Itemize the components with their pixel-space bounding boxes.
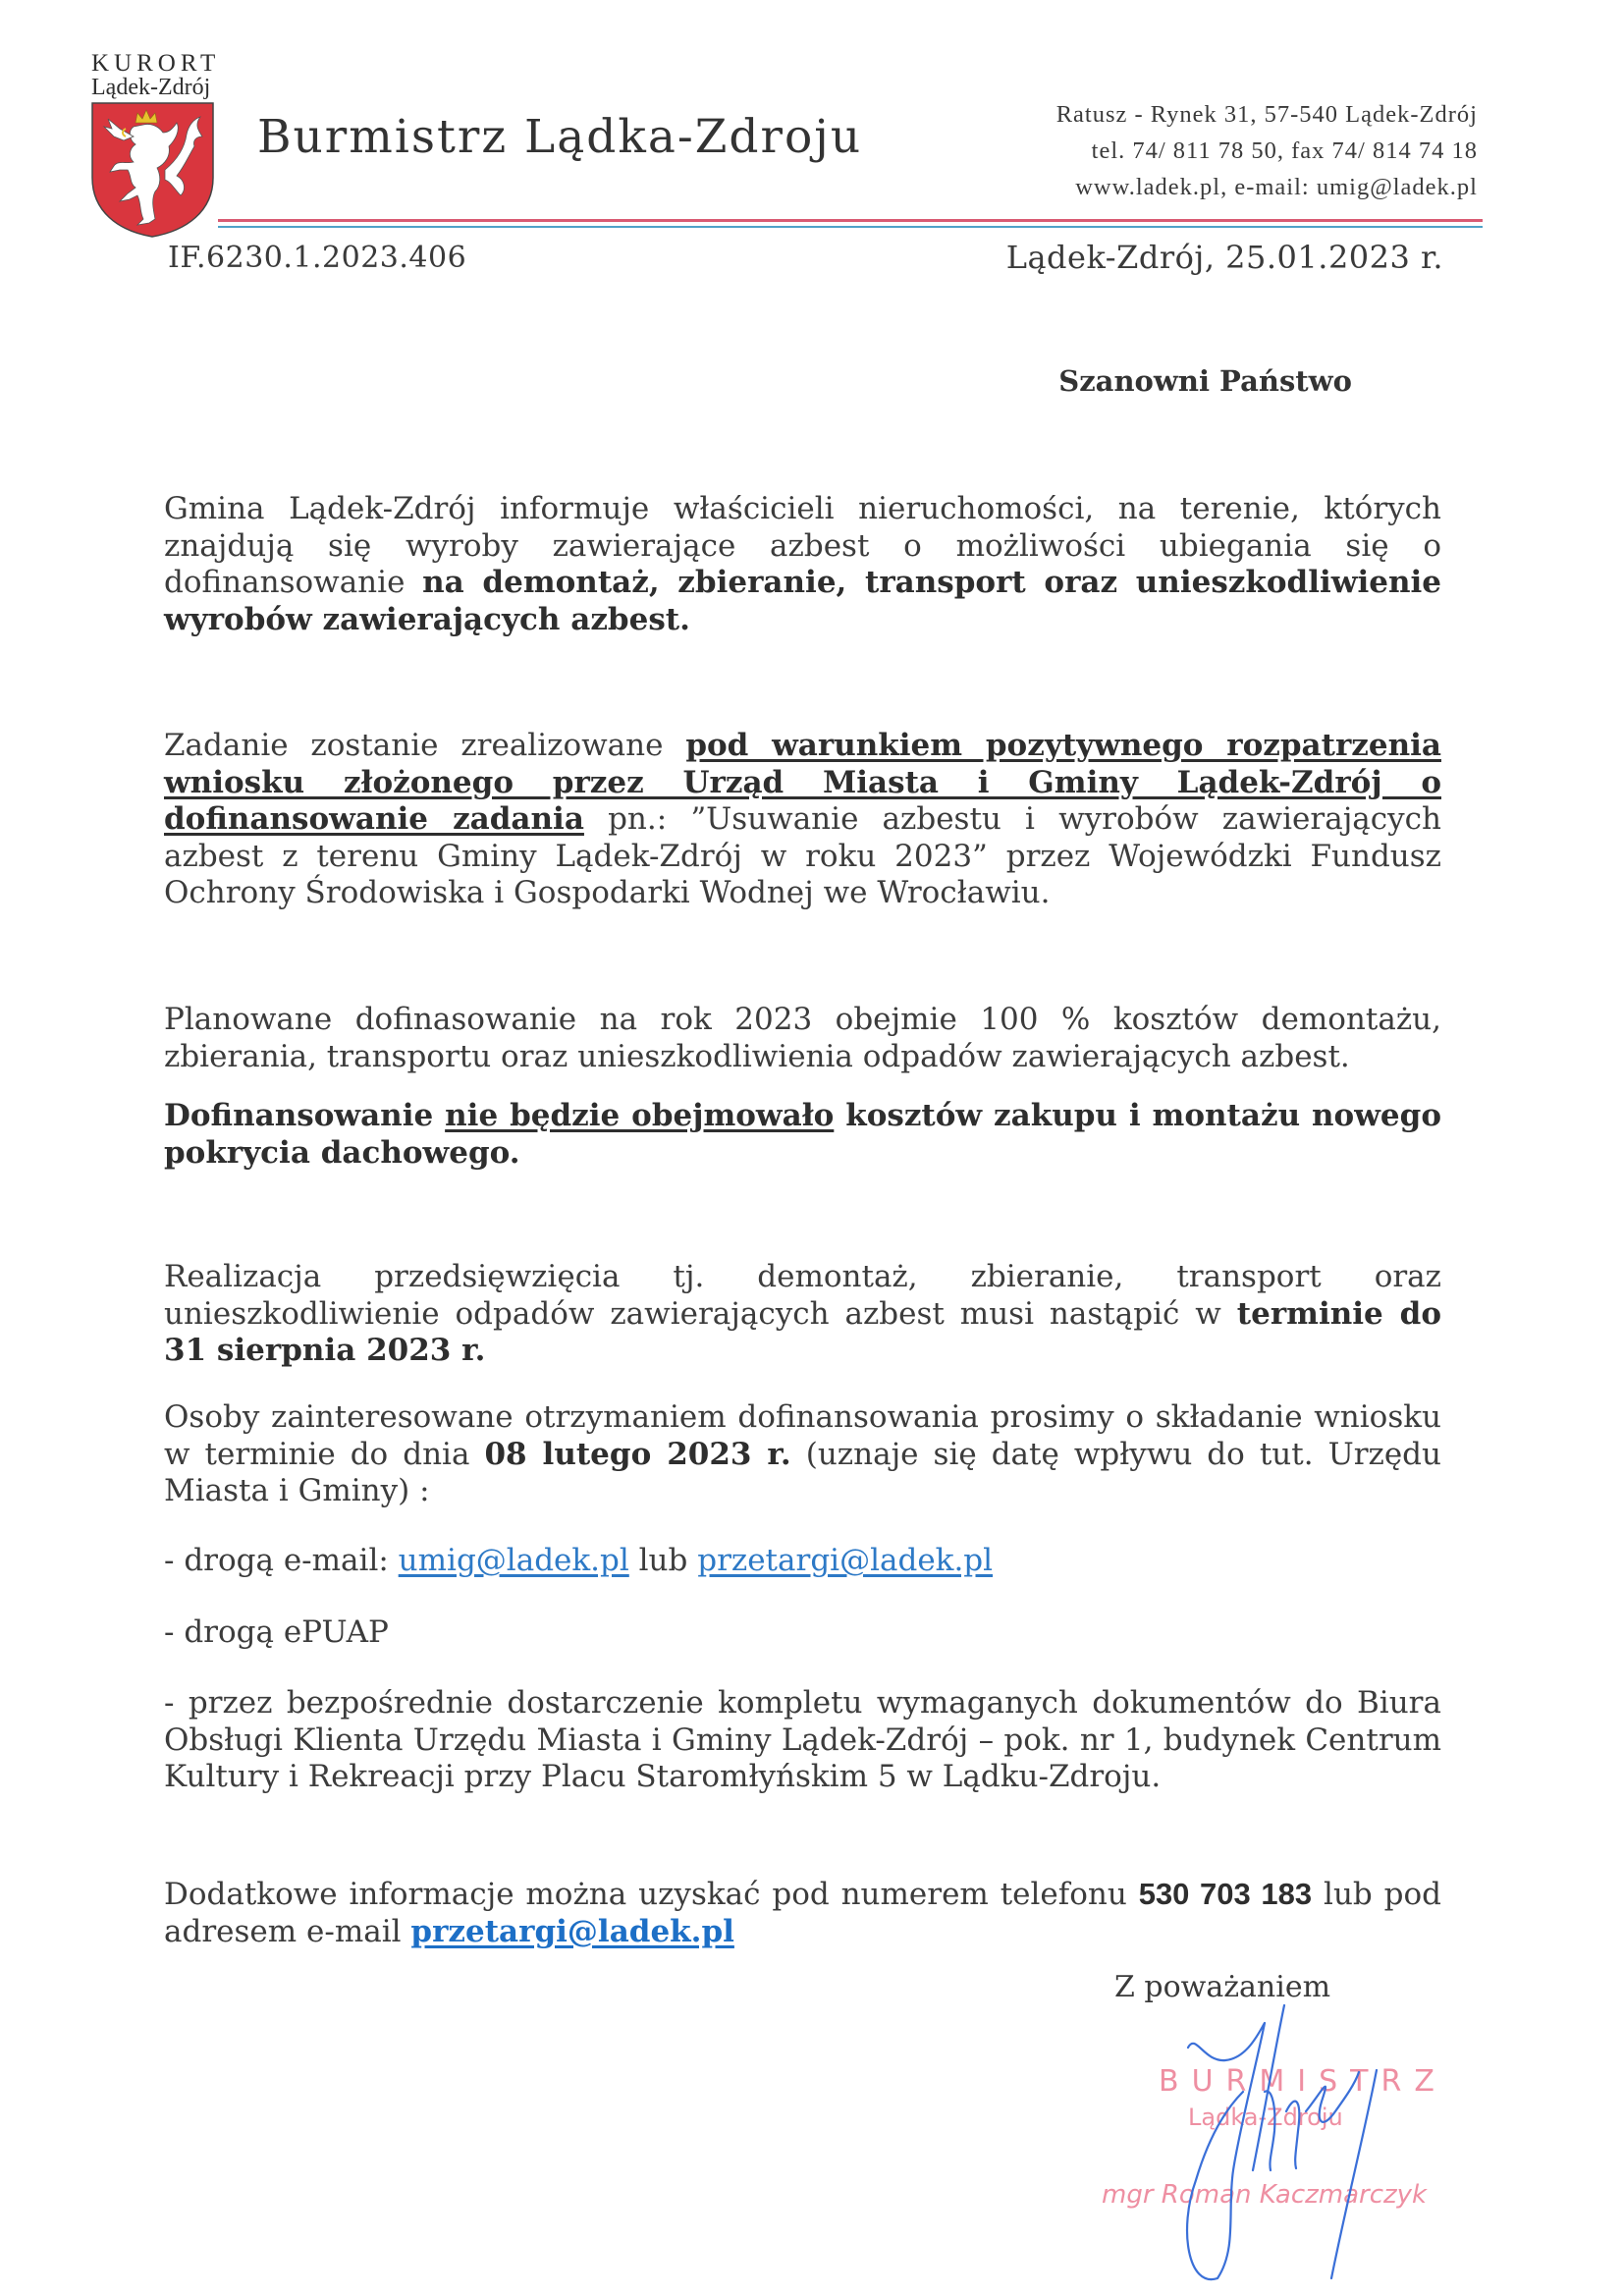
stamp-title: BURMISTRZ [1159,2064,1447,2099]
contact-address: Ratusz - Rynek 31, 57-540 Lądek-Zdrój [1055,101,1478,128]
reference-number: IF.6230.1.2023.406 [168,241,467,275]
stamp-office: Lądka-Zdroju [1188,2104,1343,2131]
paragraph-additional-info [164,1876,1441,1950]
application-deadline-rest: (uznaje się datę wpływu do tut. Urzędu Miasta i Gminy) : [164,1436,1441,1508]
paragraph-condition-lead: Zadanie zostanie zrealizowane [164,728,686,763]
submission-option-in-person: - przez bezpośrednie dostarczenie kompletu wymaganych dokumentów do Biura Obsługi Klienta Urzędu Miasta i Gminy Lądek-Zdrój – pok. nr 1, budynek Centrum Kultury i Rekreacji przy Placu Staromłyńskim 5 w Lądku-Zdroju. [164,1685,1441,1794]
submission-option-epuap: - drogą ePUAP [164,1614,389,1650]
emblem-kurort-label: KURORT [91,50,221,77]
place-date: Lądek-Zdrój, 25.01.2023 r. [1005,239,1443,276]
email-link-przetargi[interactable]: przetargi@ladek.pl [697,1543,994,1578]
submission-option-email [164,1543,1441,1580]
paragraph-funding-scope: Planowane dofinasowanie na rok 2023 obejmie 100 % kosztów demontażu, zbierania, transportu oraz unieszkodliwienia odpadów zawierających azbest. [164,1002,1441,1074]
header-rule-red [218,219,1483,222]
deadline-realization-text: Realizacja przedsięwzięcia tj. demontaż, zbieranie, transport oraz unieszkodliwienie odpadów zawierających azbest musi nastąpić w [164,1259,1441,1332]
paragraph-condition-rest: pn.: ”Usuwanie azbestu i wyrobów zawierających azbest z terenu Gminy Lądek-Zdrój w roku 2023” przez Wojewódzki Fundusz Ochrony Środowiska i Gospodarki Wodnej we Wrocławiu. [164,801,1441,910]
paragraph-deadline-realization [164,1259,1441,1370]
paragraph-condition [164,728,1441,912]
exclusion-bold-end: kosztów zakupu i montażu nowego pokrycia dachowego. [164,1098,1441,1171]
contact-phone-fax: tel. 74/ 811 78 50, fax 74/ 814 74 18 [1091,137,1478,164]
submission-email-or: lub [628,1543,698,1578]
coat-of-arms-lion-icon [90,101,215,239]
paragraph-funding-exclusion [164,1098,1441,1172]
contact-block [1056,96,1478,205]
paragraph-condition-bold: pod warunkiem pozytywnego rozpatrzenia wniosku złożonego przez Urząd Miasta i Gminy Lądek-Zdrój o dofinansowanie zadania [164,728,1441,837]
deadline-realization-bold: terminie do 31 sierpnia 2023 r. [164,1295,1442,1368]
emblem-caption [91,51,219,99]
paragraph-intro [164,491,1441,638]
exclusion-bold-start: Dofinansowanie [164,1098,446,1133]
closing-greeting: Z poważaniem [1114,1970,1331,2004]
email-link-przetargi-bold[interactable]: przetargi@ladek.pl [410,1913,734,1949]
additional-info-mid: lub pod adresem e-mail [164,1877,1441,1949]
salutation: Szanowni Państwo [1058,364,1352,398]
header-rule-blue [218,226,1483,228]
application-deadline-text: Osoby zainteresowane otrzymaniem dofinansowania prosimy o składanie wniosku w terminie do dnia [164,1399,1441,1472]
office-title: Burmistrz Lądka-Zdroju [257,110,863,164]
additional-info-text: Dodatkowe informacje można uzyskać pod numerem telefonu [164,1877,1139,1912]
contact-web-email: www.ladek.pl, e-mail: umig@ladek.pl [1075,174,1478,200]
paragraph-intro-text: Gmina Lądek-Zdrój informuje właścicieli nieruchomości, na terenie, których znajdują się wyroby zawierające azbest o możliwości ubiegania się o dofinansowanie [164,491,1441,600]
contact-phone-number: 530 703 183 [1138,1877,1313,1911]
email-link-umig[interactable]: umig@ladek.pl [398,1543,629,1578]
handwritten-signature-icon [1149,1994,1404,2288]
application-deadline-date: 08 lutego 2023 r. [484,1436,791,1472]
paragraph-application-deadline [164,1399,1441,1510]
exclusion-bold-underlined: nie będzie obejmowało [445,1098,835,1133]
emblem-town-label: Lądek-Zdrój [91,75,211,100]
submission-email-lead: - drogą e-mail: [164,1543,399,1578]
stamp-name: mgr Roman Kaczmarczyk [1102,2180,1428,2210]
paragraph-intro-bold: na demontaż, zbieranie, transport oraz unieszkodliwienie wyrobów zawierających azbest. [164,565,1441,637]
